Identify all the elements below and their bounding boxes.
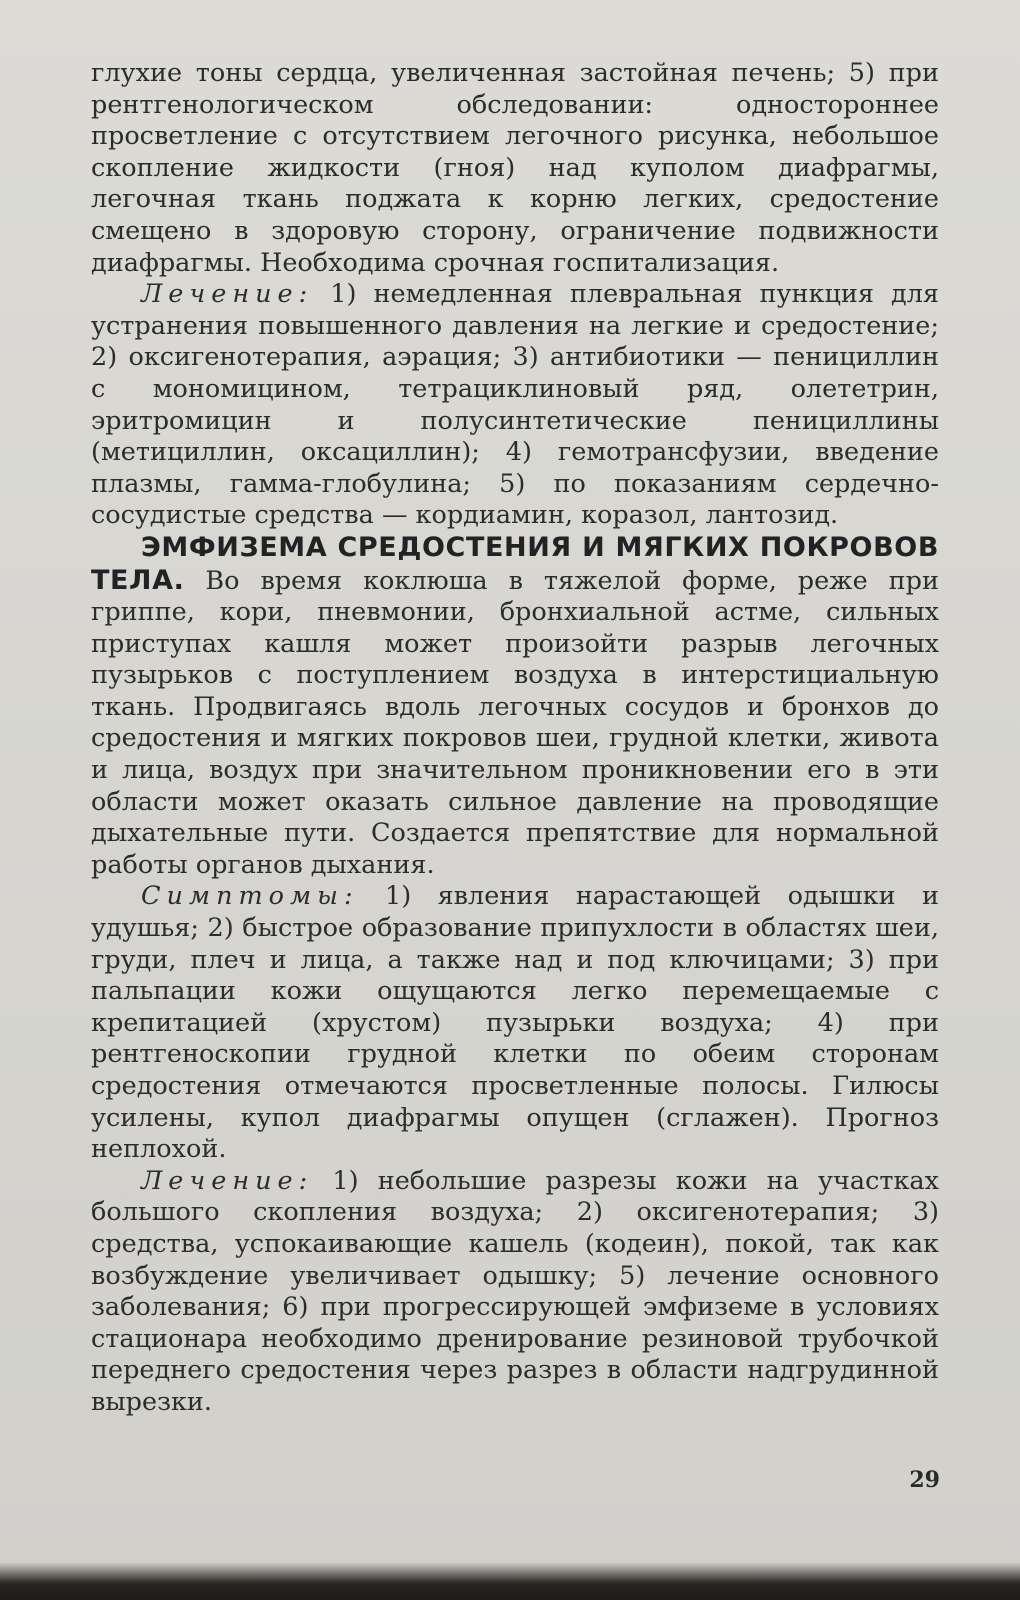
symptoms-lead: Симптомы: [141,881,359,912]
page-number: 29 [909,1467,940,1493]
paragraph-treatment-2 [91,1166,939,1419]
body-text [91,58,939,1419]
paragraph-treatment [91,279,939,532]
treatment-lead: Лечение: [141,279,314,310]
page-bottom-edge [0,1562,1020,1600]
paragraph-text: глухие тоны сердца, увеличенная застойная печень; 5) при рентгенологическом обследовании: одностороннее просветление с отсутствием легочного рисунка, небольшое скопление жидкости (гноя) над куполом диафрагмы, легочная ткань поджата к корню легких, средостение смещено в здоровую сторону, ограничение подвижности диафрагмы. Необходима срочная госпитализация. [91,58,939,278]
paragraph-text: Во время коклюша в тяжелой форме, реже при гриппе, кори, пневмонии, бронхиальной астме, сильных приступах кашля может произойти разрыв легочных пузырьков с поступлением воздуха в интерстициальную ткань. Продвигаясь вдоль легочных сосудов и бронхов до средостения и мягких покровов шеи, грудной клетки, живота и лица, воздух при значительном проникновении его в эти области может оказать сильное давление на проводящие дыхательные пути. Создается препятствие для нормальной работы органов дыхания. [91,565,939,880]
paragraph-text: 1) явления нарастающей одышки и удушья; 2) быстрое образование припухлости в областях шеи, груди, плеч и лица, а также над и под ключицами; 3) при пальпации кожи ощущаются легко перемещаемые с крепитацией (хрустом) пузырьки воздуха; 4) при рентгеноскопии грудной клетки по обеим сторонам средостения отмечаются просветленные полосы. Гилюсы усилены, купол диафрагмы опущен (сглажен). Прогноз неплохой. [91,881,939,1165]
treatment-lead: Лечение: [141,1165,314,1196]
paragraph-symptoms [91,881,939,1165]
paragraph-emphysema [91,532,939,882]
paragraph-text: 1) небольшие разрезы кожи на участках большого скопления воздуха; 2) оксигенотерапия; 3) средства, успокаивающие кашель (кодеин), покой, так как возбуждение увеличивает одышку; 5) лечение основного заболевания; 6) при прогрессирующей эмфиземе в условиях стационара необходимо дренирование резиновой трубочкой переднего средостения через разрез в области надгрудинной вырезки. [91,1165,939,1417]
paragraph-continuation [91,58,939,279]
section-heading: ЭМФИЗЕМА СРЕДОСТЕНИЯ И МЯГКИХ ПОКРОВОВ ТЕЛА. [91,531,939,596]
paragraph-text: 1) немедленная плевральная пункция для устранения повышенного давления на легкие и средостение; 2) оксигенотерапия, аэрация; 3) антибиотики — пенициллин с мономицином, тетрациклиновый ряд, олететрин, эритромицин и полусинтетические пенициллины (метициллин, оксациллин); 4) гемотрансфузии, введение плазмы, гамма-глобулина; 5) по показаниям сердечно-сосудистые средства — кордиамин, коразол, лантозид. [91,279,939,531]
